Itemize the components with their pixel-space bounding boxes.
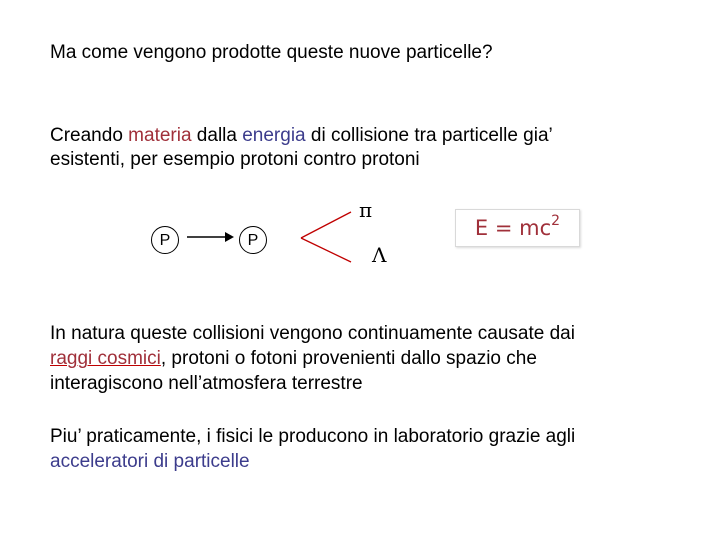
para1-line1 bbox=[50, 124, 553, 148]
decay-lines bbox=[295, 208, 355, 268]
pion-symbol: π bbox=[359, 198, 373, 222]
proton-circle-left bbox=[151, 226, 179, 254]
para3-line2-accelerators: acceleratori di particelle bbox=[50, 451, 250, 472]
para2-line2 bbox=[50, 347, 537, 371]
para2-text-b: , protoni o fotoni provenienti dallo spazio che bbox=[160, 348, 537, 369]
collision-arrow bbox=[185, 230, 235, 244]
lambda-symbol: Λ bbox=[372, 243, 387, 267]
para1-text-c: dalla bbox=[191, 125, 243, 146]
para2-line3: interagiscono nell’atmosfera terrestre bbox=[50, 373, 363, 394]
para1-text-e: di collisione tra particelle gia’ bbox=[305, 125, 553, 146]
para1-text-a: Creando bbox=[50, 125, 129, 146]
proton-label-left: P bbox=[159, 232, 171, 249]
word-raggi-cosmici: raggi cosmici bbox=[50, 348, 161, 369]
slide-title: Ma come vengono prodotte queste nuove particelle? bbox=[50, 42, 493, 63]
para1-line2: esistenti, per esempio protoni contro protoni bbox=[50, 149, 420, 170]
einstein-formula-box bbox=[455, 209, 580, 247]
word-materia: materia bbox=[128, 125, 192, 146]
para2-line1: In natura queste collisioni vengono continuamente causate dai bbox=[50, 323, 575, 344]
proton-label-right: P bbox=[247, 232, 259, 249]
formula-exponent: 2 bbox=[551, 213, 561, 229]
formula-base: E = mc bbox=[474, 216, 552, 240]
proton-circle-right bbox=[239, 226, 267, 254]
para3-line1: Piu’ praticamente, i fisici le producono in laboratorio grazie agli bbox=[50, 426, 576, 447]
word-energia: energia bbox=[242, 125, 306, 146]
